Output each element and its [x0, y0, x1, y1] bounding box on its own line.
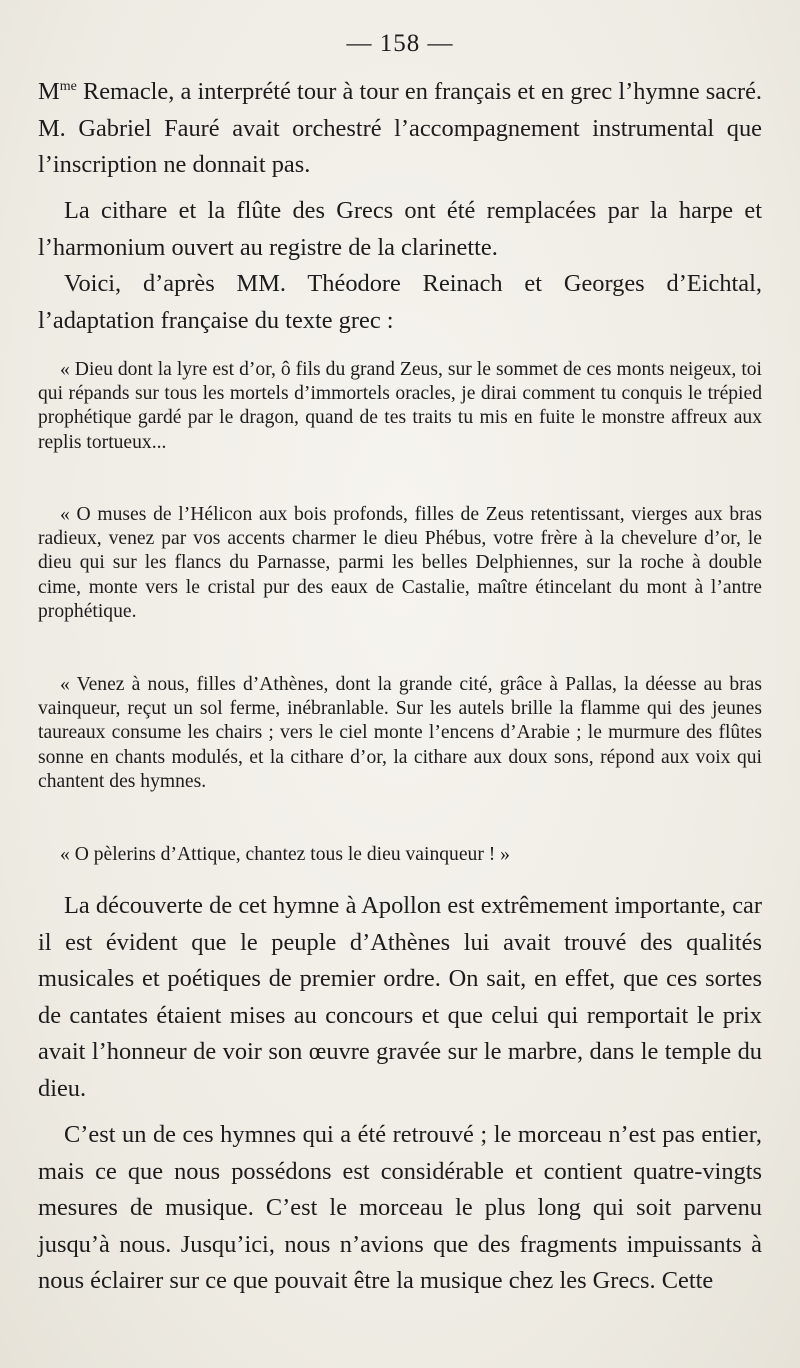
paragraph-performance — [38, 74, 762, 184]
title-abbreviation: M — [38, 78, 60, 105]
page-number: — 158 — — [346, 30, 454, 57]
paragraph-discovery: La découverte de cet hymne à Apollon est extrêmement importante, car il est évident que le peuple d’Athènes lui avait trouvé des qualités musicales et poétiques de premier ordre. On sait, en effet, que ces sortes de cantates étaient mises au concours et que celui qui remportait le prix avait l’honneur de voir son œuvre gravée sur le marbre, dans le temple du dieu. — [38, 892, 762, 1102]
paragraph-hymn-length: C’est un de ces hymnes qui a été retrouvé ; le morceau n’est pas entier, mais ce que nous possédons est considérable et contient quatre-vingts mesures de musique. C’est le morceau le plus long qui soit parvenu jusqu’à nous. Jusqu’ici, nous n’avions que des fragments impuissants à nous éclairer sur ce que pouvait être la musique chez les Grecs. Cette — [38, 1121, 762, 1294]
quote-stanza-1: « Dieu dont la lyre est d’or, ô fils du grand Zeus, sur le sommet de ces monts neigeux, toi qui répands sur tous les mortels d’immortels oracles, je dirai comment tu conquis le trépied prophétique gardé par le dragon, quand de tes traits tu mis en fuite le monstre affreux aux replis tortueux... — [38, 359, 762, 453]
paragraph-adaptation-intro: Voici, d’après MM. Théodore Reinach et Georges d’Eichtal, l’adaptation française du texte grec : — [38, 270, 762, 334]
paragraph-text: Remacle, a interprété tour à tour en français et en grec l’hymne sacré. M. Gabriel Fauré avait orchestré l’accompagnement instrumental que l’inscription ne donnait pas. — [38, 78, 762, 178]
title-superscript: me — [59, 78, 77, 94]
quote-stanza-2: « O muses de l’Hélicon aux bois profonds, filles de Zeus retentissant, vierges aux bras radieux, venez par vos accents charmer le dieu Phébus, votre frère à la chevelure d’or, le dieu qui sur les flancs du Parnasse, parmi les belles Delphiennes, sur la roche à double cime, monte vers le cristal pur des eaux de Castalie, maître étincelant du mont à l’antre prophétique. — [38, 504, 762, 622]
quote-stanza-3: « Venez à nous, filles d’Athènes, dont la grande cité, grâce à Pallas, la déesse au bras vainqueur, reçut un sol ferme, inébranlable. Sur les autels brille la flamme qui des jeunes taureaux consume les chairs ; vers le ciel monte l’encens d’Arabie ; le murmure des flûtes sonne en chants modulés, et la cithare d’or, la cithare aux doux sons, répond aux voix qui chantent des hymnes. — [38, 674, 762, 792]
quote-stanza-4: « O pèlerins d’Attique, chantez tous le dieu vainqueur ! » — [60, 844, 510, 865]
paragraph-instruments: La cithare et la flûte des Grecs ont été remplacées par la harpe et l’harmonium ouvert au registre de la clarinette. — [38, 197, 762, 261]
